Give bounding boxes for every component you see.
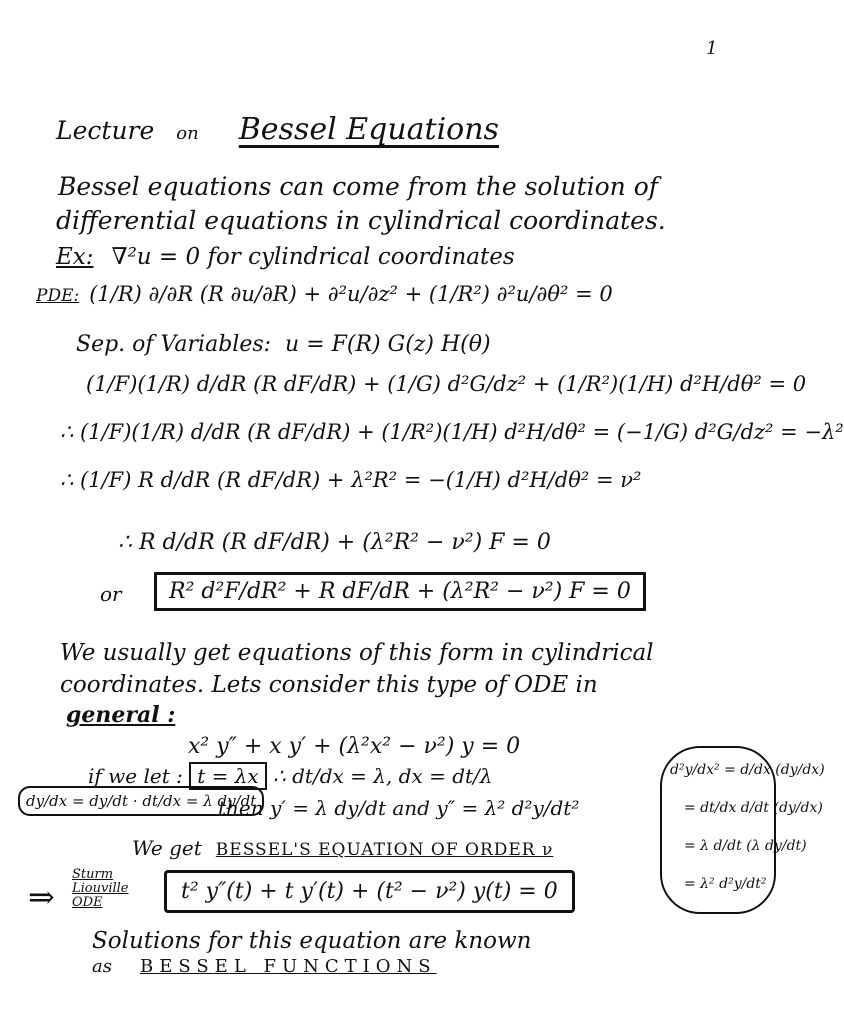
bessel-order-heading: BESSEL'S EQUATION OF ORDER ν: [215, 840, 554, 860]
paragraph-line-2: coordinates. Lets consider this type of ODE in: [60, 672, 598, 698]
sep-equation: u = F(R) G(z) H(θ): [285, 332, 491, 357]
solutions-line-1: Solutions for this equation are known: [92, 928, 532, 954]
sturm-liouville-note: Sturm Liouville ODE: [72, 867, 129, 910]
equation-4: ∴ R d/dR (R dF/dR) + (λ²R² − ν²) F = 0: [118, 530, 551, 555]
second-derivative-note: [660, 746, 825, 914]
second-derivative-line-3: = λ d/dt (λ dy/dt): [684, 838, 807, 854]
equation-1: (1/F)(1/R) d/dR (R dF/dR) + (1/G) d²G/dz² + (1/R²)(1/H) d²H/dθ² = 0: [86, 372, 807, 396]
sep-label: Sep. of Variables:: [76, 332, 272, 357]
second-derivative-line-4: = λ² d²y/dt²: [684, 876, 767, 892]
substitution-line: [88, 764, 492, 788]
bessel-functions-label: BESSEL FUNCTIONS: [139, 956, 437, 977]
intro-line-1: Bessel equations can come from the solution of: [58, 172, 659, 201]
equation-5: x² y″ + x y′ + (λ²x² − ν²) y = 0: [188, 734, 521, 759]
substitution-result: ∴ dt/dx = λ, dx = dt/λ: [273, 764, 493, 788]
second-derivative-line-2: = dt/dx d/dt (dy/dx): [684, 800, 823, 816]
or-label: or: [100, 582, 122, 606]
example-text: ∇²u = 0 for cylindrical coordinates: [111, 244, 515, 270]
intro-line-2: differential equations in cylindrical coordinates.: [56, 206, 666, 235]
implies-arrow: ⇒: [28, 878, 55, 916]
pde-label: PDE:: [36, 286, 80, 306]
equation-2: ∴ (1/F)(1/R) d/dR (R dF/dR) + (1/R²)(1/H) d²H/dθ² = (−1/G) d²G/dz² = −λ²: [60, 420, 844, 444]
title-on: on: [176, 123, 199, 144]
boxed-bessel-equation: t² y″(t) + t y′(t) + (t² − ν²) y(t) = 0: [164, 870, 575, 913]
separation-line: [76, 332, 491, 357]
we-get-line: [132, 836, 553, 860]
general-label: general :: [66, 702, 176, 728]
pde-equation: (1/R) ∂/∂R (R ∂u/∂R) + ∂²u/∂z² + (1/R²) ∂²u/∂θ² = 0: [89, 282, 613, 306]
paragraph-line-1: We usually get equations of this form in cylindrical: [60, 640, 654, 666]
second-derivative-line-1: d²y/dx² = d/dx (dy/dx): [670, 762, 825, 778]
page-number: 1: [706, 38, 718, 59]
example-label: Ex:: [56, 244, 94, 270]
title-main: Bessel Equations: [238, 112, 499, 147]
if-we-let: if we let :: [88, 764, 183, 788]
boxed-substitution: t = λx: [189, 762, 266, 790]
we-get: We get: [132, 836, 202, 860]
derivative-line: then y′ = λ dy/dt and y″ = λ² d²y/dt²: [218, 796, 580, 820]
chain-rule-note: dy/dx = dy/dt · dt/dx = λ dy/dt: [18, 786, 264, 816]
pde-line: [36, 282, 613, 306]
boxed-equation-1: R² d²F/dR² + R dF/dR + (λ²R² − ν²) F = 0: [154, 572, 646, 611]
solutions-as: as: [92, 956, 112, 977]
equation-3: ∴ (1/F) R d/dR (R dF/dR) + λ²R² = −(1/H) d²H/dθ² = ν²: [60, 468, 642, 492]
page-title: [56, 112, 499, 147]
solutions-line-2: [92, 956, 437, 977]
example-line: [56, 244, 515, 270]
title-prefix: Lecture: [56, 116, 155, 145]
